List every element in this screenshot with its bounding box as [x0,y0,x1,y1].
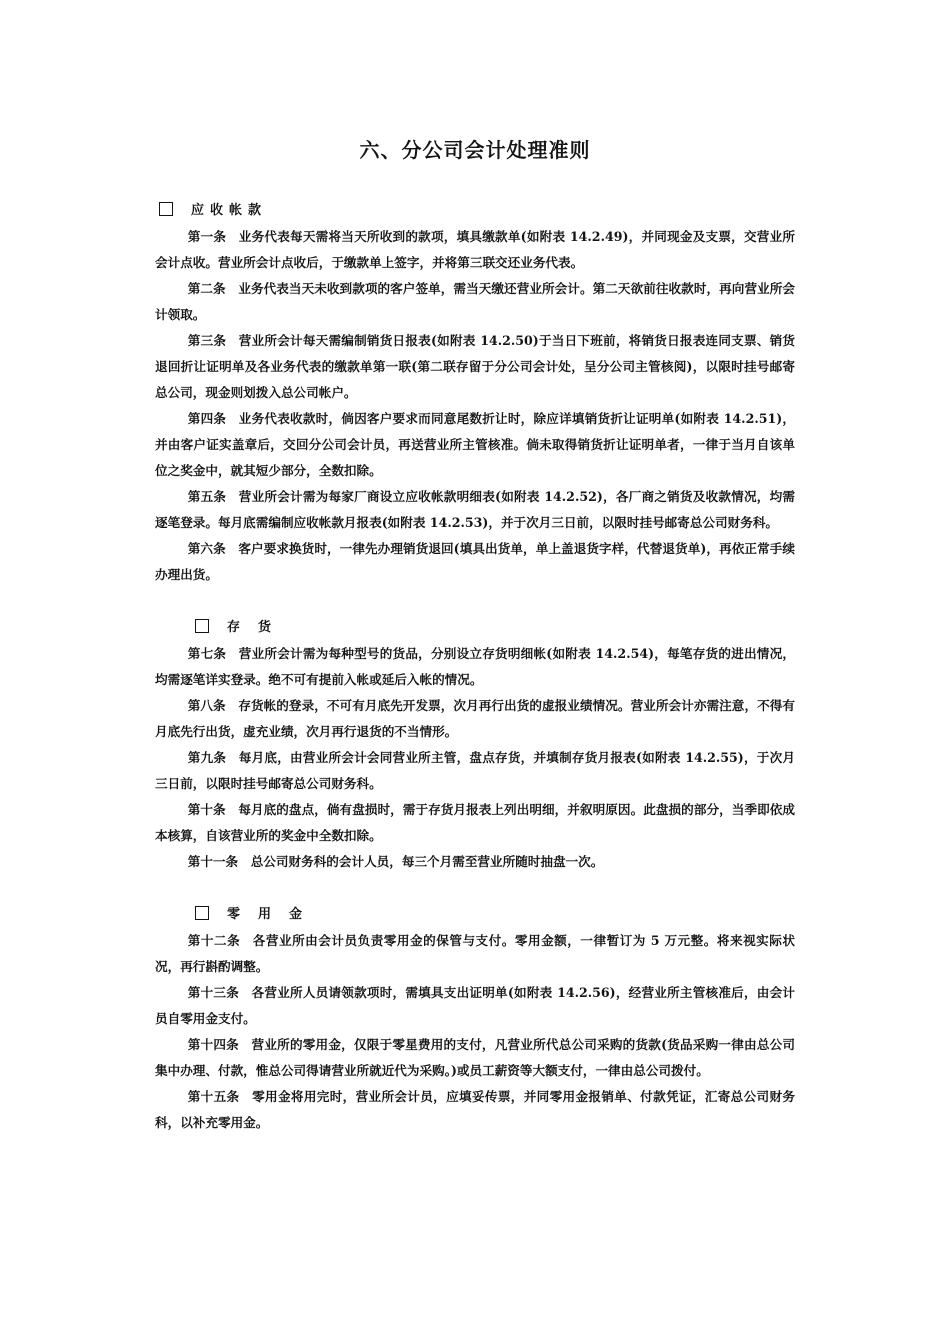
article-label: 第二条 [187,281,226,296]
article-text: 营业所的零用金，仅限于零星费用的支付，凡营业所代总公司采购的货款(货品采购一律由总公司集中办理、付款，惟总公司得请营业所就近代为采购。)或员工薪资等大额支付，一律由总公司拨付。 [155,1037,796,1078]
article [155,849,795,875]
section-heading [195,903,795,922]
article [155,536,795,588]
article-text: 各营业所人员请领款项时，需填具支出证明单(如附表 14.2.56)，经营业所主管核准后，由会计员自零用金支付。 [155,985,796,1026]
article-label: 第十二条 [187,933,241,948]
article-text: 业务代表每天需将当天所收到的款项，填具缴款单(如附表 14.2.49)，并同现金及支票，交营业所会计点收。营业所会计点收后，于缴款单上签字，并将第三联交还业务代表。 [155,229,796,270]
article [155,980,795,1032]
article-text: 营业所会计需为每家厂商设立应收帐款明细表(如附表 14.2.52)，各厂商之销货及收款情况，均需逐笔登录。每月底需编制应收帐款月报表(如附表 14.2.53)，并于次月三日前，以限时挂号邮寄总公司财务科。 [155,489,796,530]
article-label: 第十五条 [187,1089,240,1104]
article-label: 第六条 [187,541,226,556]
article [155,484,795,536]
article-text: 各营业所由会计员负责零用金的保管与支付。零用金额，一律暂订为 5 万元整。将来视实际状况，再行斟酌调整。 [155,933,795,974]
page-title: 六、分公司会计处理准则 [359,138,591,162]
article-label: 第十三条 [187,985,240,1000]
article-label: 第十一条 [187,854,239,869]
section-heading [195,616,795,635]
article [155,641,795,693]
checkbox-icon [195,619,209,633]
article-label: 第十条 [187,802,226,817]
checkbox-icon [159,202,173,216]
article [155,928,795,980]
article-text: 存货帐的登录，不可有月底先开发票，次月再行出货的虚报业绩情况。营业所会计亦需注意，不得有月底先行出货，虚充业绩，次月再行退货的不当情形。 [155,698,796,739]
article [155,693,795,745]
checkbox-icon [195,906,209,920]
article [155,1032,795,1084]
article-text: 客户要求换货时，一律先办理销货退回(填具出货单，单上盖退货字样，代替退货单)，再依正常手续办理出货。 [155,541,795,582]
article-label: 第一条 [187,229,227,244]
article-text: 营业所会计需为每种型号的货品，分别设立存货明细帐(如附表 14.2.54)，每笔存货的进出情况，均需逐笔详实登录。绝不可有提前入帐或延后入帐的情况。 [155,646,796,687]
article [155,276,795,328]
section-heading [159,199,795,218]
article-label: 第九条 [187,750,227,765]
article-text: 业务代表收款时，倘因客户要求而同意尾数折让时，除应详填销货折让证明单(如附表 14.2.51)，并由客户证实盖章后，交回分公司会计员，再送营业所主管核准。倘未取得销货折让证明单者，一律于当月自该单位之奖金中，就其短少部分，全数扣除。 [155,411,796,478]
article [155,224,795,276]
article [155,745,795,797]
article-text: 业务代表当天未收到款项的客户签单，需当天缴还营业所会计。第二天欲前往收款时，再向营业所会计领取。 [155,281,796,322]
article-text: 营业所会计每天需编制销货日报表(如附表 14.2.50)于当日下班前，将销货日报表连同支票、销货退回折让证明单及各业务代表的缴款单第一联(第二联存留于分公司会计处，呈分公司主管核阅)，以限时挂号邮寄总公司，现金则划拨入总公司帐户。 [155,333,796,400]
article [155,328,795,406]
section-inventory [155,616,795,875]
section-heading-text: 零用金 [227,907,321,922]
article-text: 每月底，由营业所会计会同营业所主管，盘点存货，并填制存货月报表(如附表 14.2.55)，于次月三日前，以限时挂号邮寄总公司财务科。 [155,750,796,791]
article [155,406,795,484]
section-accounts-receivable [155,199,795,588]
article-label: 第四条 [187,411,227,426]
article-label: 第三条 [187,333,227,348]
article-label: 第五条 [187,489,227,504]
article-label: 第八条 [187,698,226,713]
section-heading-text: 应收帐款 [191,203,268,218]
article-text: 零用金将用完时，营业所会计员，应填妥传票，并同零用金报销单、付款凭证，汇寄总公司财务科，以补充零用金。 [155,1089,796,1130]
article-label: 第十四条 [187,1037,239,1052]
article [155,1084,795,1136]
article-text: 总公司财务科的会计人员，每三个月需至营业所随时抽盘一次。 [250,854,604,869]
section-heading-text: 存货 [227,620,290,635]
article-label: 第七条 [187,646,227,661]
section-petty-cash [155,903,795,1136]
article [155,797,795,849]
article-text: 每月底的盘点，倘有盘损时，需于存货月报表上列出明细，并叙明原因。此盘损的部分，当季即依成本核算，自该营业所的奖金中全数扣除。 [155,802,796,843]
